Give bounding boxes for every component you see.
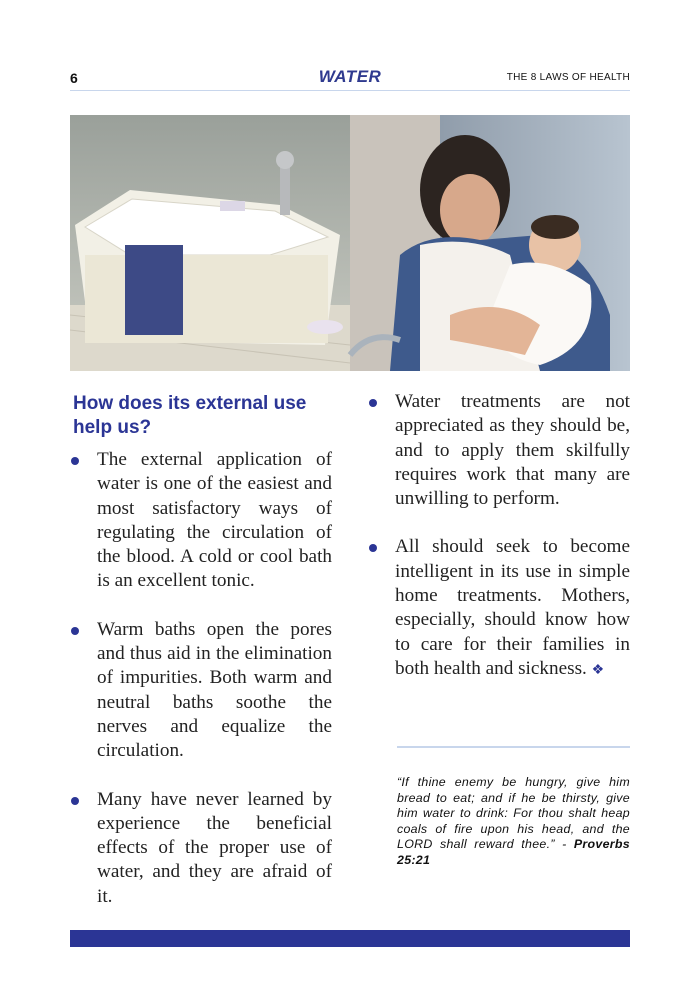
list-item <box>368 390 630 511</box>
page-header <box>70 66 630 91</box>
list-item-text: The external application of water is one of the easiest and most satisfactory ways of regulating the circulation of the blood. A cold or cool bath is an excellent tonic. <box>97 449 332 592</box>
list-item <box>70 448 332 594</box>
list-item <box>70 788 332 909</box>
right-column <box>368 390 630 707</box>
book-title: THE 8 LAWS OF HEALTH <box>506 72 630 83</box>
quote-divider <box>397 746 630 748</box>
list-item-text: Many have never learned by experience the beneficial effects of the proper use of water, and they are afraid of it. <box>97 788 332 907</box>
quote-reference: Proverbs 25:21 <box>397 837 630 867</box>
header-photos <box>70 115 630 371</box>
bullet-icon <box>71 627 79 635</box>
list-item-text: Warm baths open the pores and thus aid in the elimination of impurities. Both warm and neutral baths soothe the nerves and equalize the circulation. <box>97 618 332 762</box>
list-item <box>70 618 332 764</box>
end-mark-icon: ❖ <box>591 662 605 678</box>
bathtub-photo <box>70 115 350 371</box>
scripture-quote <box>397 775 630 869</box>
footer-bar <box>70 930 630 947</box>
section-title: WATER <box>318 67 382 86</box>
list-item-text: All should seek to become intelligent in its use in simple home treatments. Mothers, especially, should know how to care for their families in both health and sickness. <box>395 536 630 679</box>
page-number: 6 <box>70 70 78 86</box>
list-item <box>368 535 630 683</box>
bullet-icon <box>71 797 79 805</box>
bullet-icon <box>71 457 79 465</box>
bullet-icon <box>369 544 377 552</box>
article-heading: How does its external use help us? <box>73 393 307 438</box>
mother-baby-photo <box>350 115 630 371</box>
bullet-icon <box>369 399 377 407</box>
quote-text: “If thine enemy be hungry, give him bread to eat; and if he be thirsty, give him water to drink: For thou shalt heap coals of fire upon his head, and the LORD shall reward thee.” <box>397 775 630 852</box>
list-item-text: Water treatments are not appreciated as they should be, and to apply them skilfully requires work that many are unwilling to perform. <box>395 391 630 510</box>
left-column <box>70 448 332 933</box>
quote-separator: - <box>554 837 574 852</box>
